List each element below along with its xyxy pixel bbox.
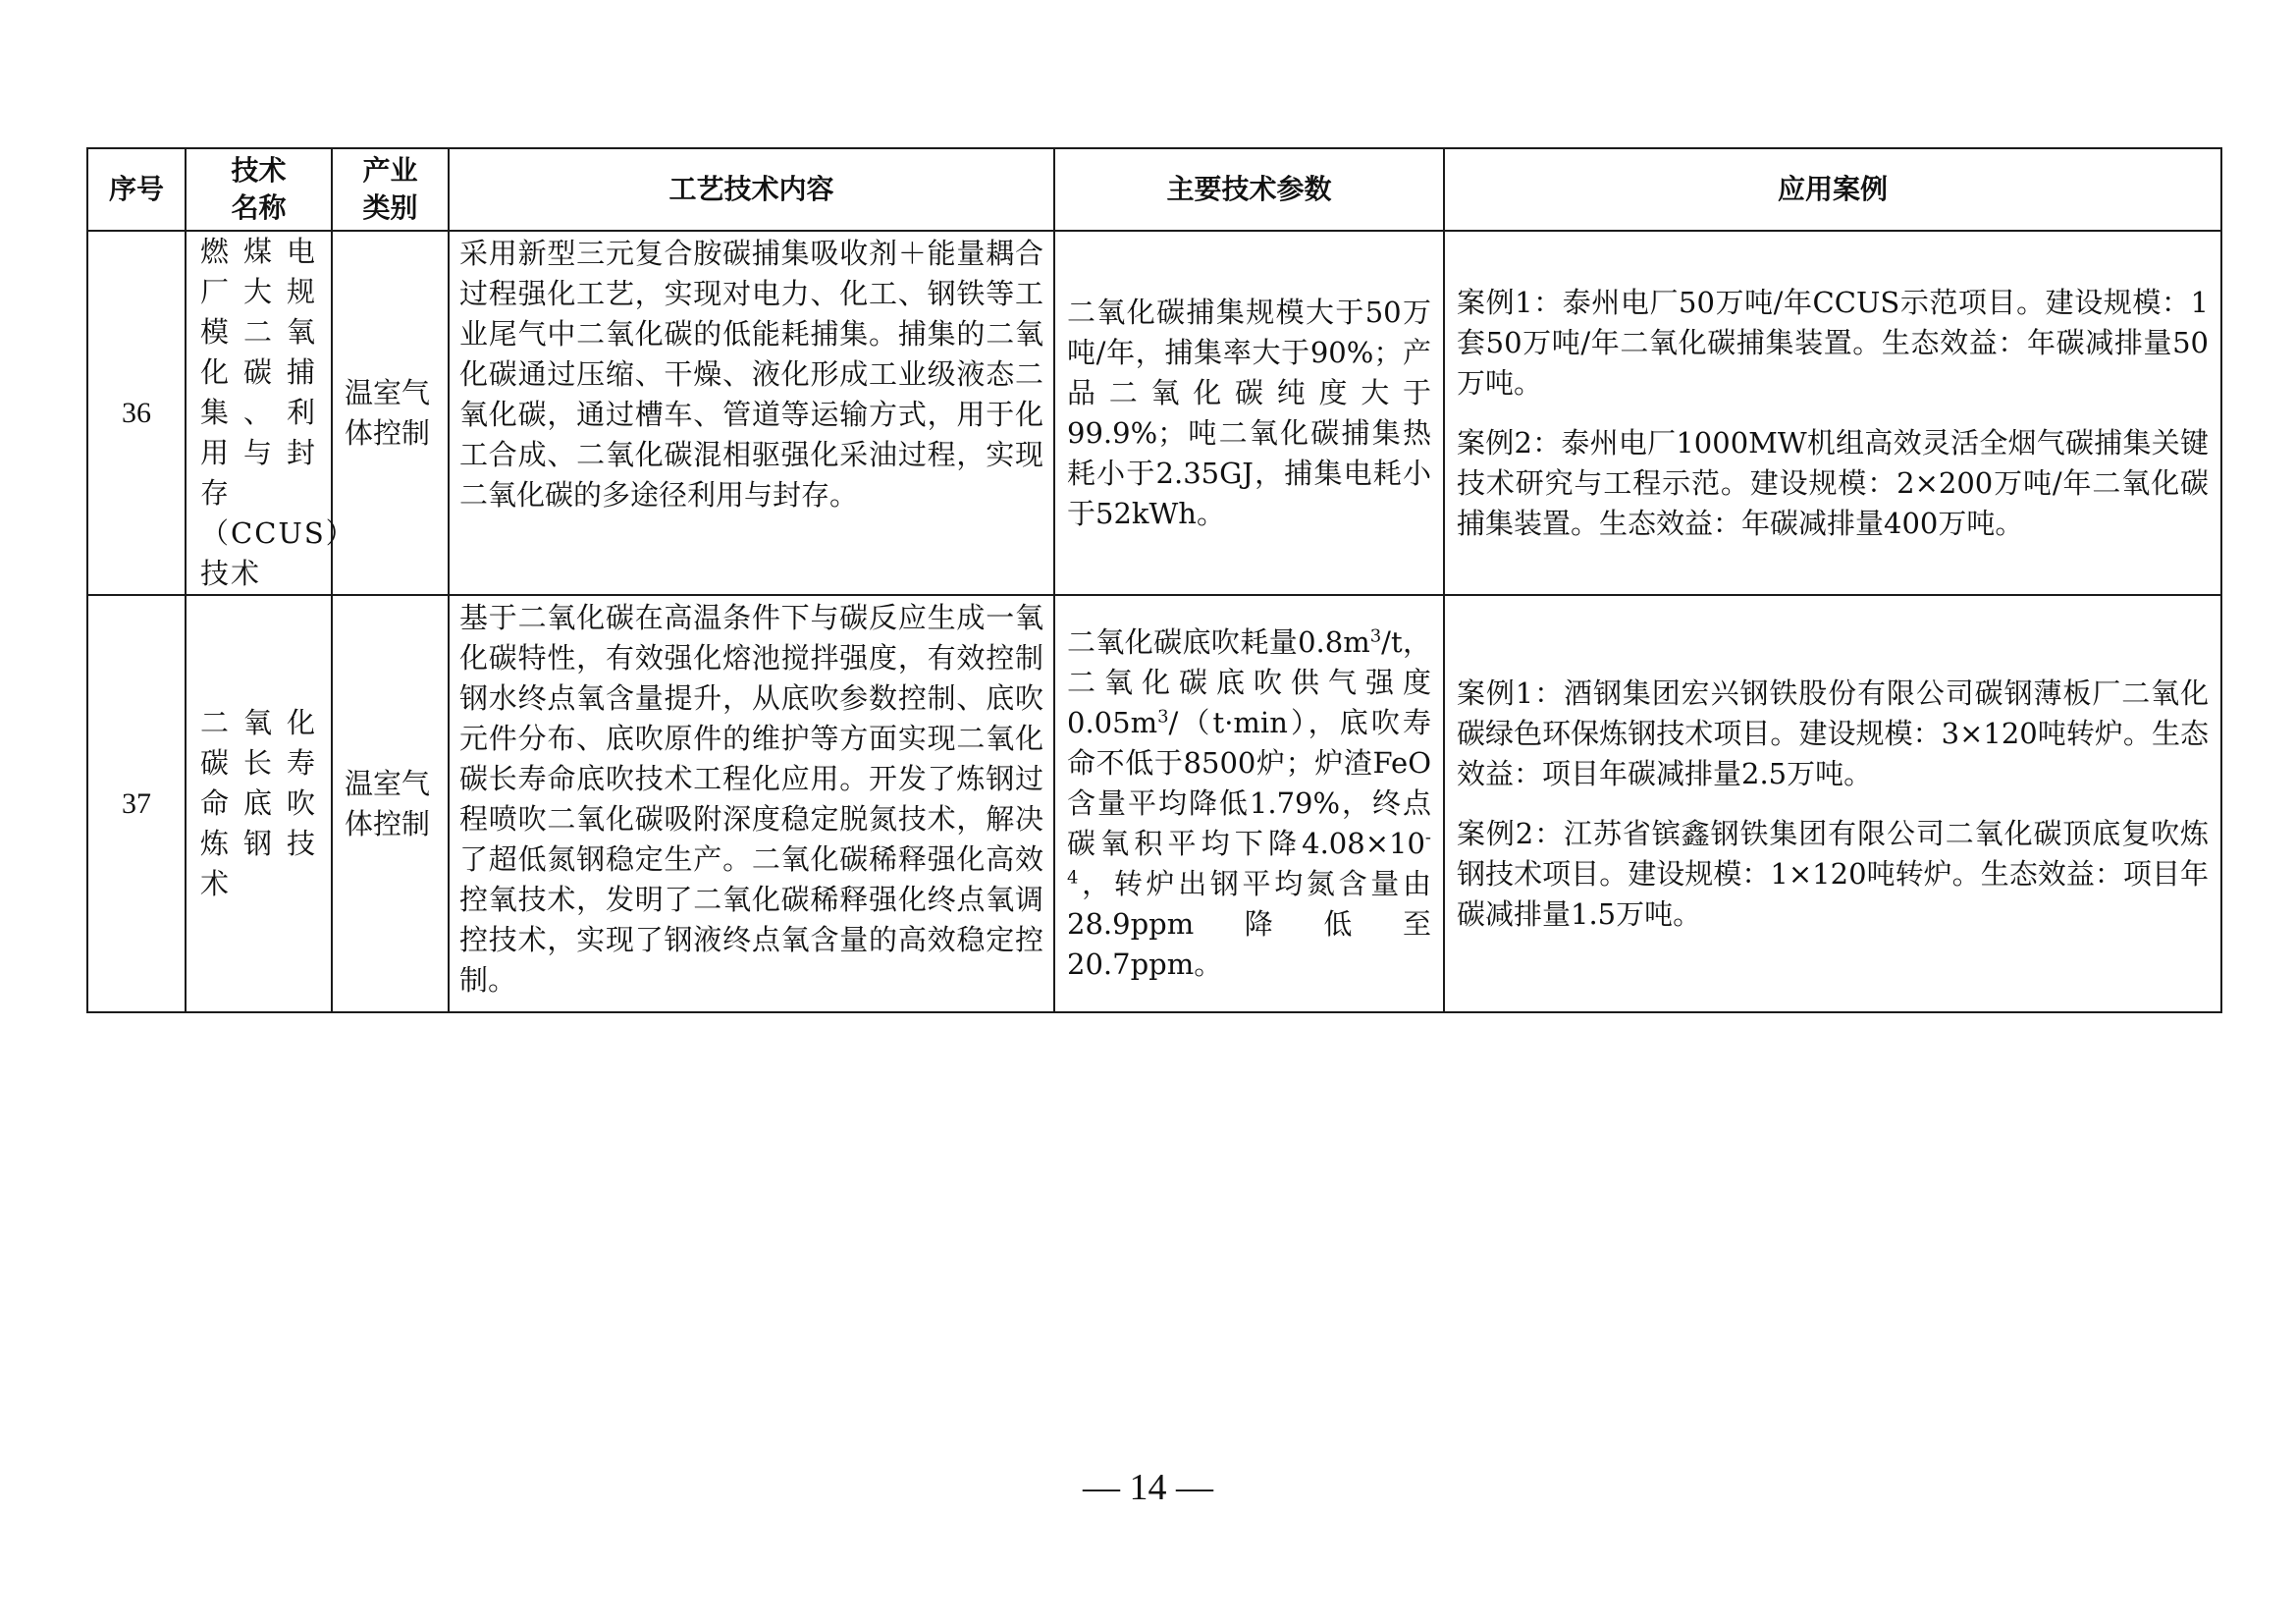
process-content: 基于二氧化碳在高温条件下与碳反应生成一氧化碳特性，有效强化熔池搅拌强度，有效控制钢水终点氧含量提升，从底吹参数控制、底吹元件分布、底吹原件的维护等方面实现二氧化碳长寿命底吹技术工程化应用。开发了炼钢过程喷吹二氧化碳吸附深度稳定脱氮技术，解决了超低氮钢稳定生产。二氧化碳稀释强化高效控氧技术，发明了二氧化碳稀释强化终点氧调控技术，实现了钢液终点氧含量的高效稳定控制。 [449,595,1054,1012]
case-2: 案例2：江苏省镔鑫钢铁集团有限公司二氧化碳顶底复吹炼钢技术项目。建设规模：1×120吨转炉。生态效益：项目年碳减排量1.5万吨。 [1457,816,2209,931]
case-2: 案例2：泰州电厂1000MW机组高效灵活全烟气碳捕集关键技术研究与工程示范。建设规模：2×200万吨/年二氧化碳捕集装置。生态效益：年碳减排量400万吨。 [1457,425,2209,540]
technology-name: 燃煤电厂大规模二氧化碳捕集、利用与封存（CCUS）技术 [186,231,332,595]
header-index: 序号 [87,148,186,231]
industry-category: 温室气体控制 [332,231,449,595]
params-part-d: ，转炉出钢平均氮含量由28.9ppm降低至20.7ppm。 [1067,867,1431,981]
technology-table [86,147,2222,1013]
row-index: 36 [87,231,186,595]
page-number: — 14 — [1083,1467,1213,1508]
header-process: 工艺技术内容 [449,148,1054,231]
params-superscript-b: 3 [1157,706,1169,728]
header-category: 产业 类别 [332,148,449,231]
application-cases [1444,595,2221,1012]
application-cases [1444,231,2221,595]
params-part-c: /（t·min），底吹寿命不低于8500炉；炉渣FeO含量平均降低1.79%，终点碳氧积平均下降4.08×10 [1067,706,1431,860]
params-superscript-a: 3 [1369,625,1382,647]
technology-name: 二氧化碳长寿命底吹炼钢技术 [186,595,332,1012]
case-1: 案例1：泰州电厂50万吨/年CCUS示范项目。建设规模：1套50万吨/年二氧化碳捕集装置。生态效益：年碳减排量50万吨。 [1457,285,2209,400]
table-row [87,231,2221,595]
table-header-row [87,148,2221,231]
technology-table-container [86,147,2220,1013]
header-cases: 应用案例 [1444,148,2221,231]
params-superscript-c: -4 [1067,827,1431,889]
process-content: 采用新型三元复合胺碳捕集吸收剂＋能量耦合过程强化工艺，实现对电力、化工、钢铁等工业尾气中二氧化碳的低能耗捕集。捕集的二氧化碳通过压缩、干燥、液化形成工业级液态二氧化碳，通过槽车、管道等运输方式，用于化工合成、二氧化碳混相驱强化采油过程，实现二氧化碳的多途径利用与封存。 [449,231,1054,595]
case-1: 案例1：酒钢集团宏兴钢铁股份有限公司碳钢薄板厂二氧化碳绿色环保炼钢技术项目。建设规模：3×120吨转炉。生态效益：项目年碳减排量2.5万吨。 [1457,676,2209,790]
technical-parameters [1054,595,1444,1012]
industry-category: 温室气体控制 [332,595,449,1012]
row-index: 37 [87,595,186,1012]
params-part-a: 二氧化碳底吹耗量0.8m [1067,625,1370,659]
technical-parameters: 二氧化碳捕集规模大于50万吨/年，捕集率大于90%；产品二氧化碳纯度大于99.9%；吨二氧化碳捕集热耗小于2.35GJ，捕集电耗小于52kWh。 [1054,231,1444,595]
params-part-b: /t，二氧化碳底吹供气强度0.05m [1067,625,1431,739]
header-name: 技术 名称 [186,148,332,231]
header-params: 主要技术参数 [1054,148,1444,231]
table-row [87,595,2221,1012]
